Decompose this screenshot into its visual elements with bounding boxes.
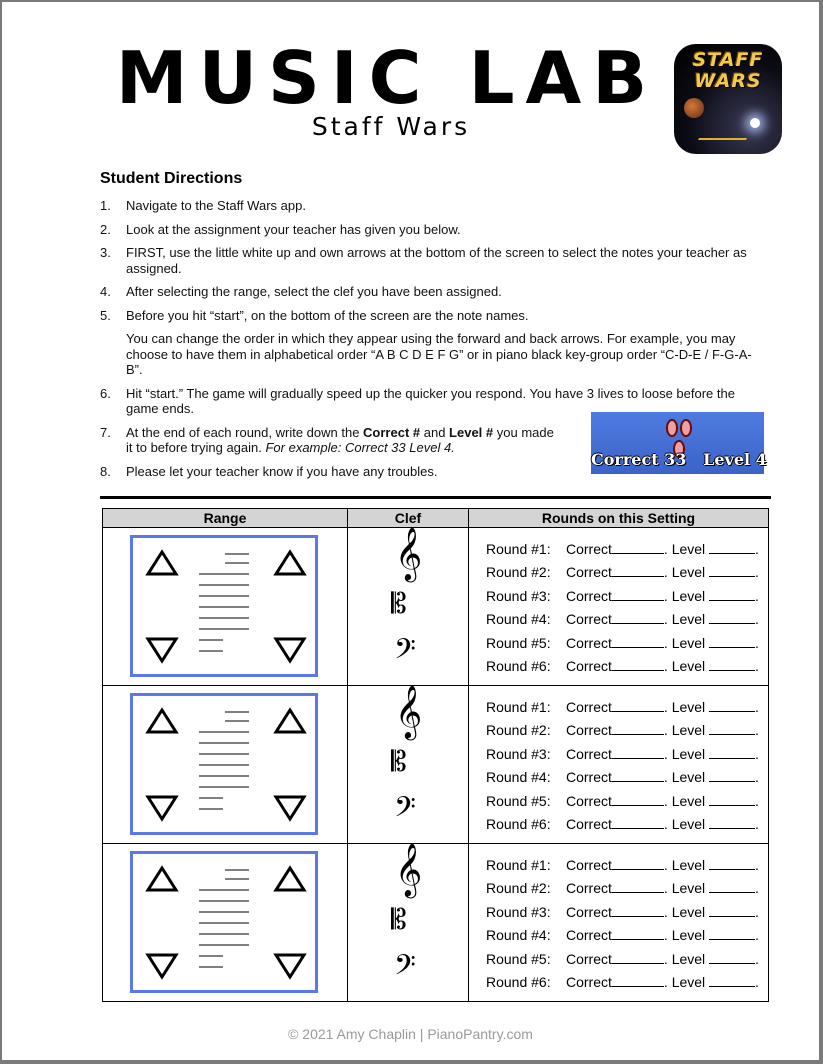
staff-wars-app-icon	[674, 44, 782, 154]
list-item: 2. Look at the assignment your teacher has given you below.	[100, 221, 461, 237]
round-line: Round #1: Correct . Level .	[486, 541, 759, 557]
page-subtitle: Staff Wars	[311, 112, 471, 141]
range-selector-graphic	[130, 535, 318, 677]
level-blank[interactable]	[709, 794, 755, 806]
bass-clef-icon[interactable]: 𝄢	[394, 949, 416, 989]
level-blank[interactable]	[709, 817, 755, 829]
round-line: Round #1: Correct . Level .	[486, 857, 759, 873]
level-blank[interactable]	[709, 542, 755, 554]
round-line: Round #4: Correct . Level .	[486, 769, 759, 786]
list-item: 8. Please let your teacher know if you have any troubles.	[100, 463, 438, 479]
round-line: Round #5: Correct . Level .	[486, 950, 759, 967]
correct-blank[interactable]	[612, 636, 664, 648]
correct-blank[interactable]	[612, 770, 664, 782]
level-blank[interactable]	[709, 723, 755, 735]
correct-blank[interactable]	[612, 794, 664, 806]
correct-blank[interactable]	[612, 928, 664, 940]
level-blank[interactable]	[709, 975, 755, 987]
correct-blank[interactable]	[612, 542, 664, 554]
clef-cell	[348, 844, 469, 1002]
bass-clef-icon[interactable]: 𝄢	[394, 633, 416, 673]
level-blank[interactable]	[709, 636, 755, 648]
directions-heading: Student Directions	[100, 170, 243, 187]
correct-blank[interactable]	[612, 747, 664, 759]
round-line: Round #6: Correct . Level .	[486, 973, 759, 990]
round-line: Round #5: Correct . Level .	[486, 792, 759, 809]
correct-blank[interactable]	[612, 905, 664, 917]
range-selector-graphic	[130, 851, 318, 993]
correct-blank[interactable]	[612, 700, 664, 712]
header-rounds: Rounds on this Setting	[469, 509, 769, 528]
round-line: Round #1: Correct . Level .	[486, 699, 759, 715]
staff-lines-graphic	[199, 710, 251, 820]
correct-blank[interactable]	[612, 881, 664, 893]
header-clef: Clef	[348, 509, 469, 528]
level-blank[interactable]	[709, 612, 755, 624]
level-blank[interactable]	[709, 905, 755, 917]
level-blank[interactable]	[709, 565, 755, 577]
correct-blank[interactable]	[612, 659, 664, 671]
correct-blank[interactable]	[612, 858, 664, 870]
section-divider	[100, 496, 771, 499]
rounds-cell	[469, 528, 769, 686]
round-line: Round #3: Correct . Level .	[486, 587, 759, 604]
range-selector-graphic	[130, 693, 318, 835]
lives-icons	[659, 419, 699, 439]
alto-clef-icon[interactable]: 𝄡	[391, 903, 407, 936]
list-item: 3. FIRST, use the little white up and own arrows at the bottom of the screen to select the notes your teacher as assigned.	[100, 245, 747, 276]
correct-blank[interactable]	[612, 975, 664, 987]
bass-clef-icon[interactable]: 𝄢	[394, 791, 416, 831]
level-blank[interactable]	[709, 700, 755, 712]
clef-cell	[348, 528, 469, 686]
correct-blank[interactable]	[612, 817, 664, 829]
round-line: Round #2: Correct . Level .	[486, 722, 759, 739]
list-item: 1. Navigate to the Staff Wars app.	[100, 198, 306, 213]
rounds-cell	[469, 686, 769, 844]
level-blank[interactable]	[709, 770, 755, 782]
round-line: Round #6: Correct . Level .	[486, 815, 759, 832]
round-line: Round #3: Correct . Level .	[486, 745, 759, 762]
staff-lines-graphic	[199, 868, 251, 978]
round-line: Round #5: Correct . Level .	[486, 634, 759, 651]
assignment-table	[102, 508, 769, 1002]
list-item: 7. At the end of each round, write down the Correct # and Level # you made it to before trying again. For example: Correct 33 Level 4.	[100, 424, 554, 455]
planet-graphic	[684, 98, 704, 118]
treble-clef-icon[interactable]: 𝄞	[395, 684, 423, 738]
level-blank[interactable]	[709, 928, 755, 940]
list-item: 6. Hit “start.” The game will gradually speed up the quicker you respond. You have 3 lives to loose before the game ends.	[100, 385, 735, 416]
level-blank[interactable]	[709, 881, 755, 893]
correct-blank[interactable]	[612, 565, 664, 577]
clef-cell	[348, 686, 469, 844]
correct-blank[interactable]	[612, 952, 664, 964]
range-cell	[103, 528, 348, 686]
correct-blank[interactable]	[612, 589, 664, 601]
level-blank[interactable]	[709, 952, 755, 964]
staff-lines-graphic	[199, 552, 251, 662]
round-line: Round #2: Correct . Level .	[486, 564, 759, 581]
round-line: Round #4: Correct . Level .	[486, 927, 759, 944]
example-score-image	[591, 412, 767, 474]
range-cell	[103, 686, 348, 844]
level-blank[interactable]	[709, 747, 755, 759]
treble-clef-icon[interactable]: 𝄞	[395, 842, 423, 896]
example-score-text: Correct 33 Level 4	[591, 450, 767, 469]
rounds-cell	[469, 844, 769, 1002]
list-item: 5. Before you hit “start”, on the bottom of the screen are the note names. You can change the order in which they appear using the forward and back arrows. For example, you may choose to have them in alphabetical order “A B C D E F G” or in piano black key-group order “C-D-E / F-G-A-B”.	[100, 307, 752, 377]
copyright-footer: © 2021 Amy Chaplin | PianoPantry.com	[288, 1026, 533, 1042]
treble-clef-icon[interactable]: 𝄞	[395, 526, 423, 580]
correct-blank[interactable]	[612, 612, 664, 624]
spaceship-graphic	[698, 126, 754, 140]
alto-clef-icon[interactable]: 𝄡	[391, 587, 407, 620]
list-item: 4. After selecting the range, select the clef you have been assigned.	[100, 284, 502, 299]
table-row	[103, 686, 769, 844]
range-cell	[103, 844, 348, 1002]
app-icon-logo-text: STAFF WARS	[692, 49, 764, 92]
table-row	[103, 844, 769, 1002]
level-blank[interactable]	[709, 589, 755, 601]
level-blank[interactable]	[709, 659, 755, 671]
round-line: Round #3: Correct . Level .	[486, 903, 759, 920]
page-title: MUSIC LAB	[115, 36, 659, 120]
round-line: Round #6: Correct . Level .	[486, 657, 759, 674]
rounds-list	[486, 857, 759, 997]
header-range: Range	[103, 509, 348, 528]
alto-clef-icon[interactable]: 𝄡	[391, 745, 407, 778]
round-line: Round #2: Correct . Level .	[486, 880, 759, 897]
round-line: Round #4: Correct . Level .	[486, 611, 759, 628]
rounds-list	[486, 541, 759, 681]
worksheet-page	[2, 2, 819, 1060]
level-blank[interactable]	[709, 858, 755, 870]
table-row	[103, 528, 769, 686]
correct-blank[interactable]	[612, 723, 664, 735]
rounds-list	[486, 699, 759, 839]
